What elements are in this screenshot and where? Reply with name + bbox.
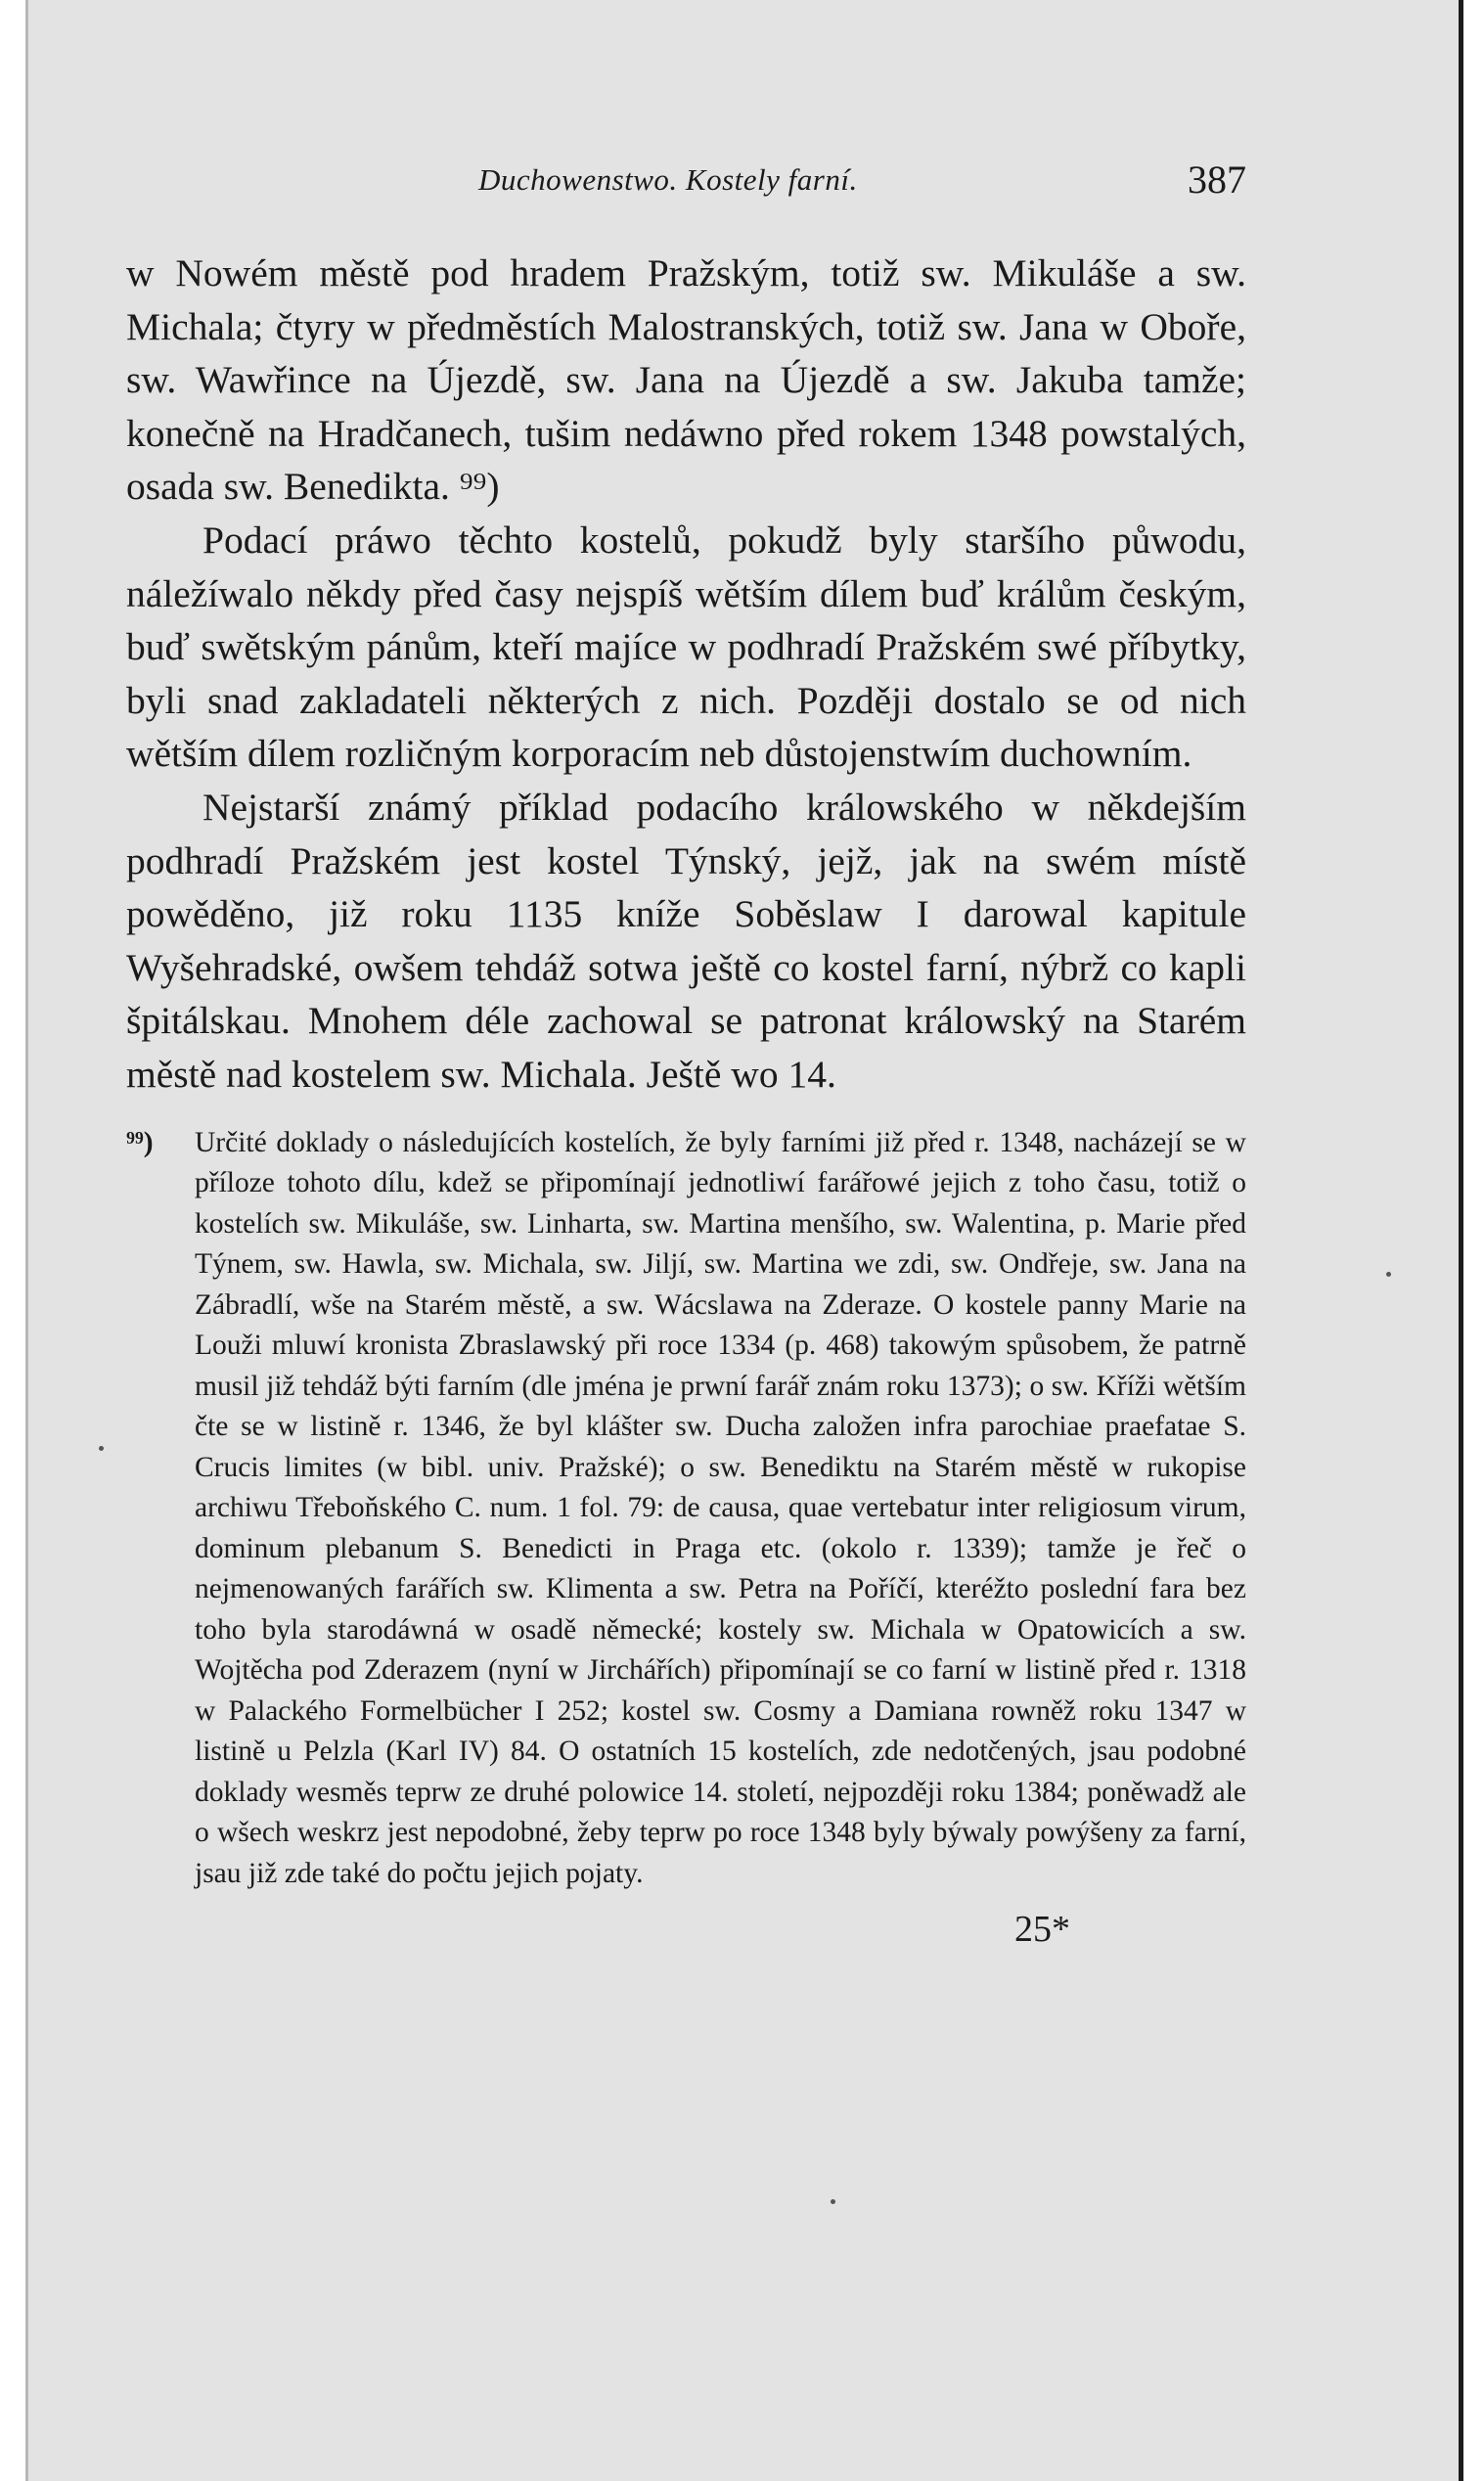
paragraph-1: w Nowém městě pod hradem Pražským, totiž sw. Mikuláše a sw. Michala; čtyry w předměstích Malostranských, totiž sw. Jana w Oboře, sw. Wawřince na Újezdě, sw. Jana na Újezdě a sw. Jakuba tamže; konečně na Hradčanech, tušim nedáwno před rokem 1348 powstalých, osada sw. Benedikta. ⁹⁹) xyxy=(126,251,1246,509)
page-content xyxy=(126,157,1246,1951)
scanned-page xyxy=(25,0,1463,2481)
paragraph-2: Podací práwo těchto kostelů, pokudž byly staršího půwodu, náležíwalo někdy před časy nejspíš wětším dílem buď králům českým, buď swětským pánům, kteří majíce w podhradí Pražském swé příbytky, byli snad zakladateli některých z nich. Později dostalo se od nich wětším dílem rozličným korporacím neb důstojenstwím duchowním. xyxy=(126,518,1246,776)
page-number: 387 xyxy=(1188,158,1246,202)
paragraph-3: Nejstarší známý příklad podacího králowského w někdejším podhradí Pražském jest kostel Týnský, jejž, jak na swém místě powěděno, již roku 1135 kníže Soběslaw I darowal kapitule Wyšehradské, owšem tehdáž sotwa ještě co kostel farní, nýbrž co kapli špitálskau. Mnohem déle zachowal se patronat králowský na Starém městě nad kostelem sw. Michala. Ještě wo 14. xyxy=(126,785,1246,1096)
running-head xyxy=(126,157,1246,209)
running-title: Duchowenstwo. Kostely farní. xyxy=(478,162,858,197)
paper-speck xyxy=(1386,1272,1391,1277)
body-text xyxy=(126,247,1246,1102)
printer-signature: 25* xyxy=(1014,1909,1070,1950)
footnote-mark: ⁹⁹) xyxy=(126,1126,154,1158)
paper-speck xyxy=(99,1446,104,1451)
footnote-99 xyxy=(126,1123,1246,1895)
paper-speck xyxy=(831,2199,835,2204)
footnote-text: Určité doklady o následujících kostelích, že byly farními již před r. 1348, nacházejí se w příloze tohoto dílu, kdež se připomínají jednotliwí farářowé jejich z toho času, totiž o kostelích sw. Mikuláše, sw. Linharta, sw. Martina menšího, sw. Walentina, p. Marie před Týnem, sw. Hawla, sw. Michala, sw. Jiljí, sw. Martina we zdi, sw. Ondřeje, sw. Jana na Zábradlí, wše na Starém městě, a sw. Wácslawa na Zderaze. O kostele panny Marie na Louži mluwí kronista Zbraslawský při roce 1334 (p. 468) takowým spůsobem, že patrně musil již tehdáž býti farním (dle jména je prwní farář znám roku 1373); o sw. Kříži wětším čte se w listině r. 1346, že byl klášter sw. Ducha založen infra parochiae praefatae S. Crucis limites (w bibl. univ. Pražské); o sw. Benediktu na Starém městě w rukopise archiwu Třeboňského C. num. 1 fol. 79: de causa, quae vertebatur inter religiosum virum, dominum plebanum S. Benedicti in Praga etc. (okolo r. 1339); tamže je řeč o nejmenowaných farářích sw. Klimenta a sw. Petra na Poříčí, kteréžto poslední fara bez toho byla starodáwná w osadě německé; kostely sw. Michala w Opatowicích a sw. Wojtěcha pod Zderazem (nyní w Jirchářích) připomínají se co farní w listině před r. 1318 w Palackého Formelbücher I 252; kostel sw. Cosmy a Damiana rowněž roku 1347 w listině u Pelzla (Karl IV) 84. O ostatních 15 kostelích, zde nedotčených, jsau podobné doklady wesměs teprw ze druhé polowice 14. století, nejpozději roku 1384; poněwadž ale o wšech weskrz jest nepodobné, žeby teprw po roce 1348 byly býwaly powýšeny za farní, jsau již zde také do počtu jejich pojaty. xyxy=(195,1126,1246,1889)
